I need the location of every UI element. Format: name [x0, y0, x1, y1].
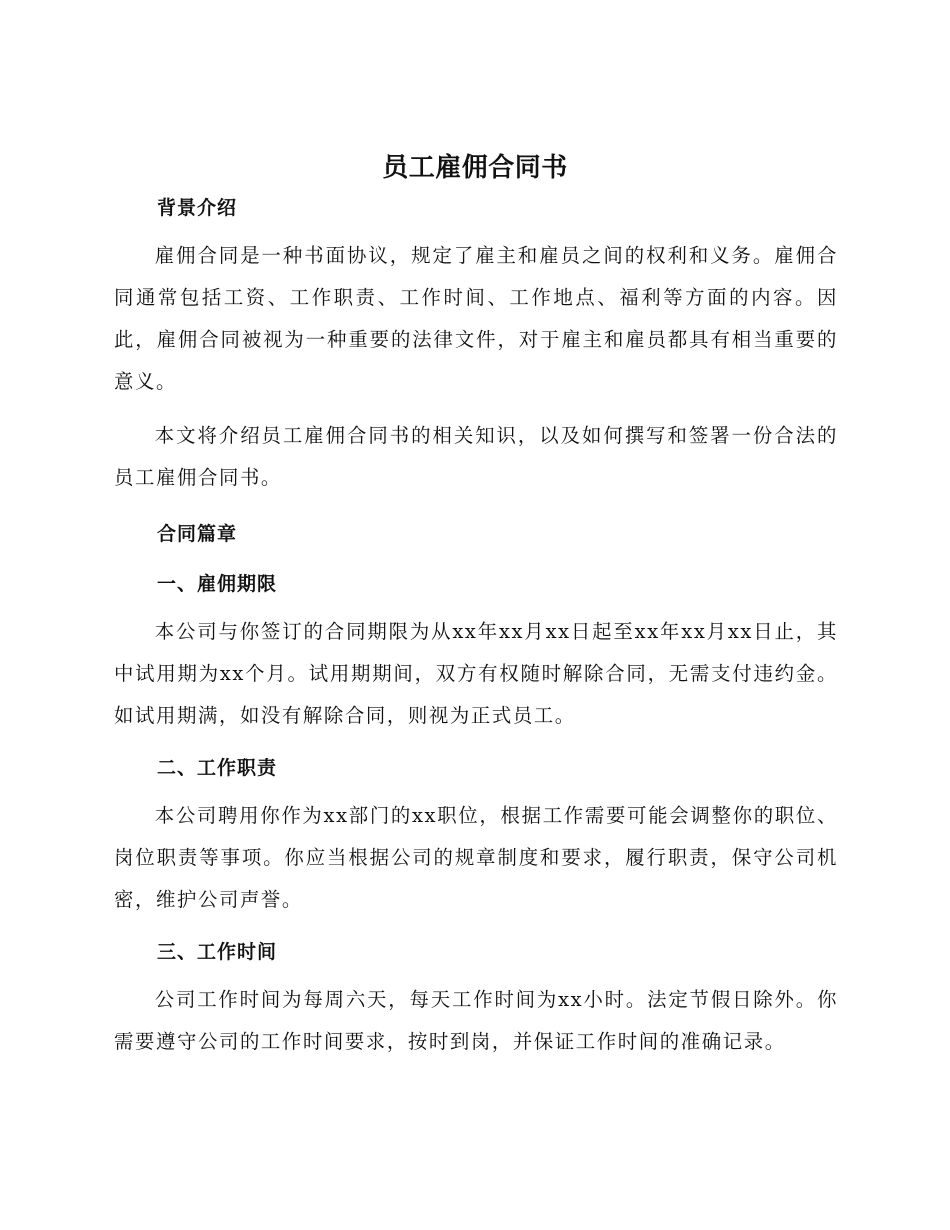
section-background	[114, 193, 838, 499]
paragraph: 本文将介绍员工雇佣合同书的相关知识，以及如何撰写和签署一份合法的员工雇佣合同书。	[114, 424, 838, 489]
section-working-hours	[114, 937, 838, 1063]
section-contract-chapters	[114, 519, 838, 549]
section-heading: 合同篇章	[157, 523, 238, 545]
paragraph: 本公司与你签订的合同期限为从xx年xx月xx日起至xx年xx月xx日止，其中试用期为xx个月。试用期期间，双方有权随时解除合同，无需支付违约金。如试用期满，如没有解除合同，则视为正式员工。	[114, 620, 838, 727]
section-heading: 背景介绍	[157, 197, 238, 219]
section-heading: 二、工作职责	[157, 757, 278, 779]
document-body	[114, 193, 838, 1063]
paragraph: 公司工作时间为每周六天，每天工作时间为xx小时。法定节假日除外。你需要遵守公司的工作时间要求，按时到岗，并保证工作时间的准确记录。	[114, 988, 838, 1053]
section-employment-term	[114, 569, 838, 737]
paragraph: 本公司聘用你作为xx部门的xx职位，根据工作需要可能会调整你的职位、岗位职责等事项。你应当根据公司的规章制度和要求，履行职责，保守公司机密，维护公司声誉。	[114, 804, 838, 911]
paragraph: 雇佣合同是一种书面协议，规定了雇主和雇员之间的权利和义务。雇佣合同通常包括工资、工作职责、工作时间、工作地点、福利等方面的内容。因此，雇佣合同被视为一种重要的法律文件，对于雇主和雇员都具有相当重要的意义。	[114, 244, 838, 393]
section-job-duties	[114, 753, 838, 921]
section-heading: 一、雇佣期限	[157, 573, 278, 595]
section-heading: 三、工作时间	[157, 941, 278, 963]
page-title: 员工雇佣合同书	[382, 153, 568, 183]
